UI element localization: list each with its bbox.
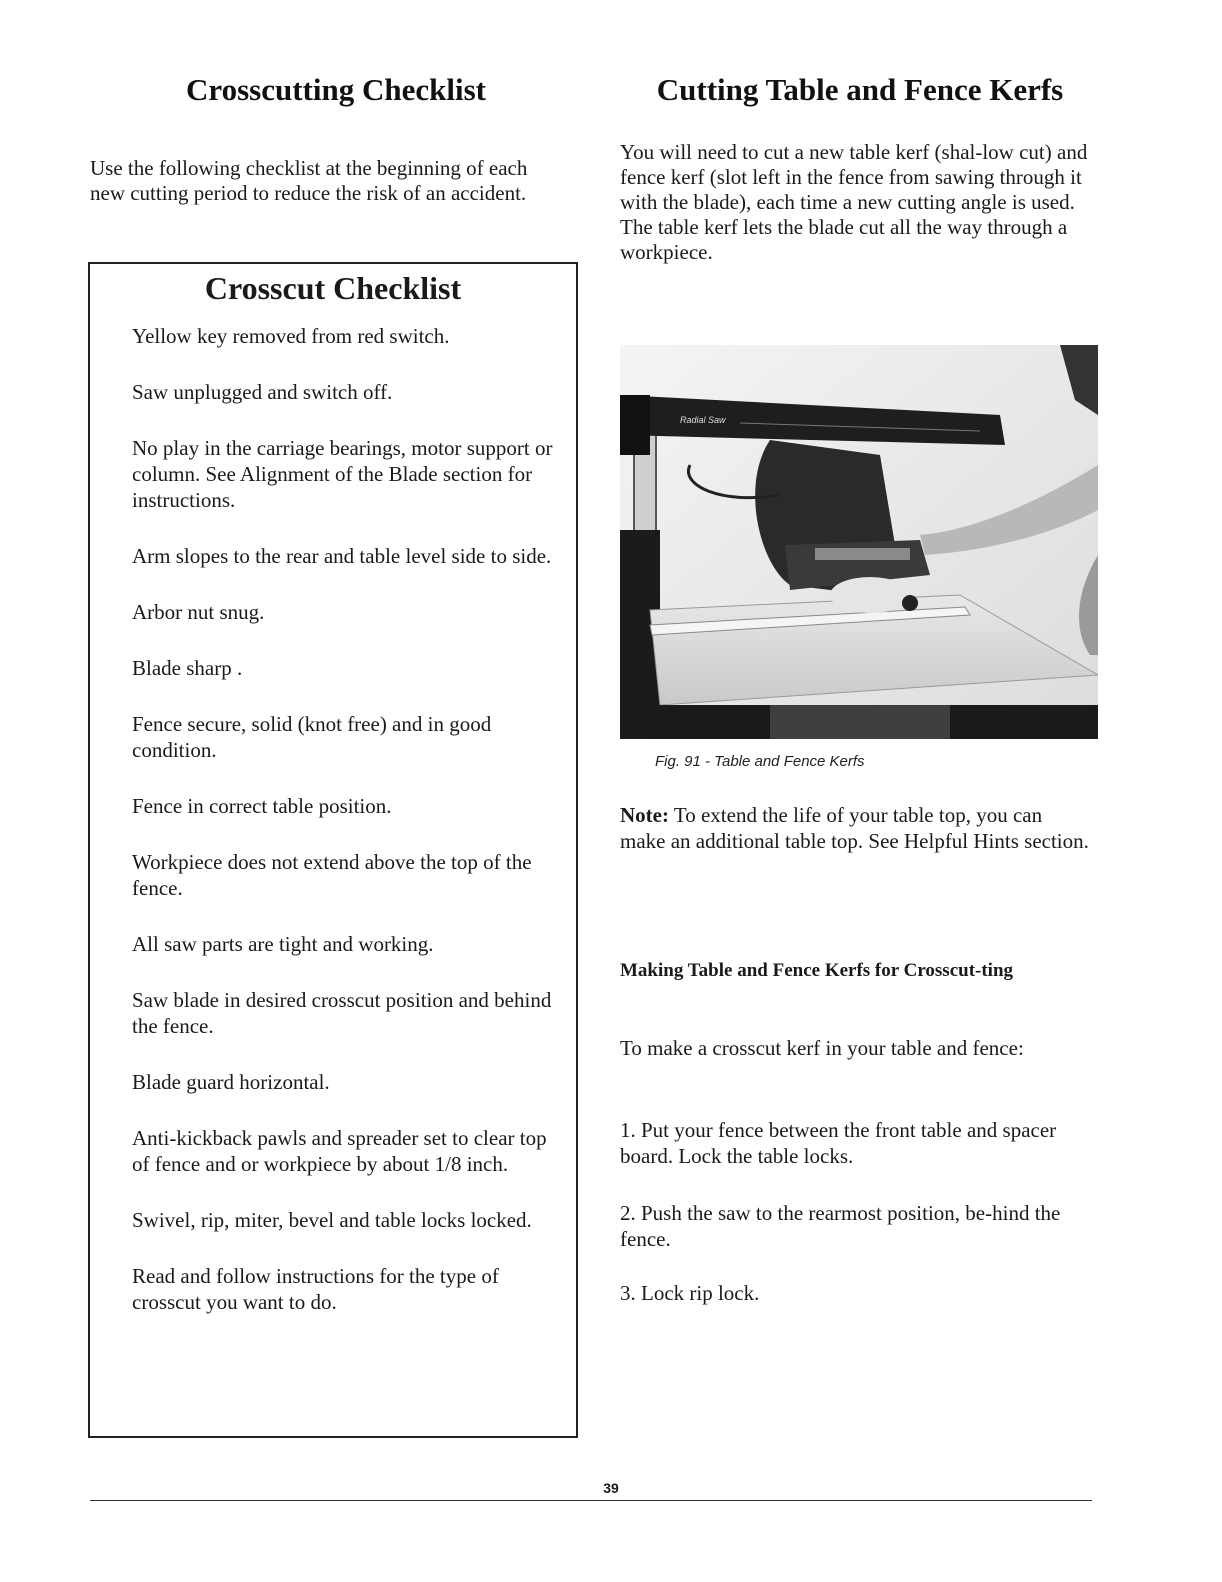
checklist-item: Saw blade in desired crosscut position and behind the fence.: [132, 988, 552, 1038]
checklist-item: Arm slopes to the rear and table level side to side.: [132, 544, 552, 568]
note-text: To extend the life of your table top, you can make an additional table top. See Helpful Hints section.: [620, 803, 1089, 853]
crosscut-checklist-box: [88, 262, 578, 1438]
step-1: 1. Put your fence between the front table and spacer board. Lock the table locks.: [620, 1118, 1057, 1168]
checklist-item: No play in the carriage bearings, motor support or column. See Alignment of the Blade section for instructions.: [132, 436, 553, 512]
footer-rule: [90, 1500, 1092, 1501]
checklist-item: All saw parts are tight and working.: [132, 932, 434, 956]
step-3: 3. Lock rip lock.: [620, 1281, 760, 1305]
checklist-item: Blade guard horizontal.: [132, 1070, 330, 1094]
checklist-item: Blade sharp .: [132, 656, 243, 680]
crosscutting-checklist-heading: Crosscutting Checklist: [186, 72, 486, 107]
left-column: [90, 70, 582, 206]
radial-saw-photo: [620, 345, 1098, 739]
checklist-items: [90, 323, 576, 1315]
checklist-item: Yellow key removed from red switch.: [132, 324, 450, 348]
note-paragraph: [620, 802, 1090, 854]
figure-caption: Fig. 91 - Table and Fence Kerfs: [655, 753, 865, 770]
checklist-item: Fence in correct table position.: [132, 794, 392, 818]
note-label: Note:: [620, 803, 669, 827]
checklist-item: Arbor nut snug.: [132, 600, 265, 624]
page-number: 39: [603, 1480, 619, 1496]
checklist-item: Fence secure, solid (knot free) and in good condition.: [132, 712, 492, 762]
right-column: [620, 70, 1100, 265]
kerfs-intro: You will need to cut a new table kerf (shal-low cut) and fence kerf (slot left in the fence from sawing through it with the blade), each time a new cutting angle is used. The table kerf lets the blade cut all the way through a workpiece.: [620, 140, 1088, 264]
crosscut-checklist-title: Crosscut Checklist: [204, 270, 462, 306]
checklist-item: Anti-kickback pawls and spreader set to clear top of fence and or workpiece by about 1/8 inch.: [132, 1126, 547, 1176]
checklist-item: Saw unplugged and switch off.: [132, 380, 393, 404]
checklist-intro: Use the following checklist at the beginning of each new cutting period to reduce the risk of an accident.: [90, 156, 528, 205]
radial-saw-illustration: [620, 345, 1098, 739]
checklist-item: Swivel, rip, miter, bevel and table locks locked.: [132, 1208, 532, 1232]
kerf-procedure-intro: To make a crosscut kerf in your table and fence:: [620, 1036, 1024, 1060]
checklist-item: Read and follow instructions for the type of crosscut you want to do.: [132, 1264, 499, 1314]
arm-label: Radial Saw: [680, 415, 726, 425]
step-2: 2. Push the saw to the rearmost position, be-hind the fence.: [620, 1201, 1061, 1251]
making-kerfs-subheading: Making Table and Fence Kerfs for Crosscut-ting: [620, 960, 1014, 981]
table-fence-kerfs-heading: Cutting Table and Fence Kerfs: [656, 72, 1064, 107]
checklist-item: Workpiece does not extend above the top of the fence.: [132, 850, 532, 900]
